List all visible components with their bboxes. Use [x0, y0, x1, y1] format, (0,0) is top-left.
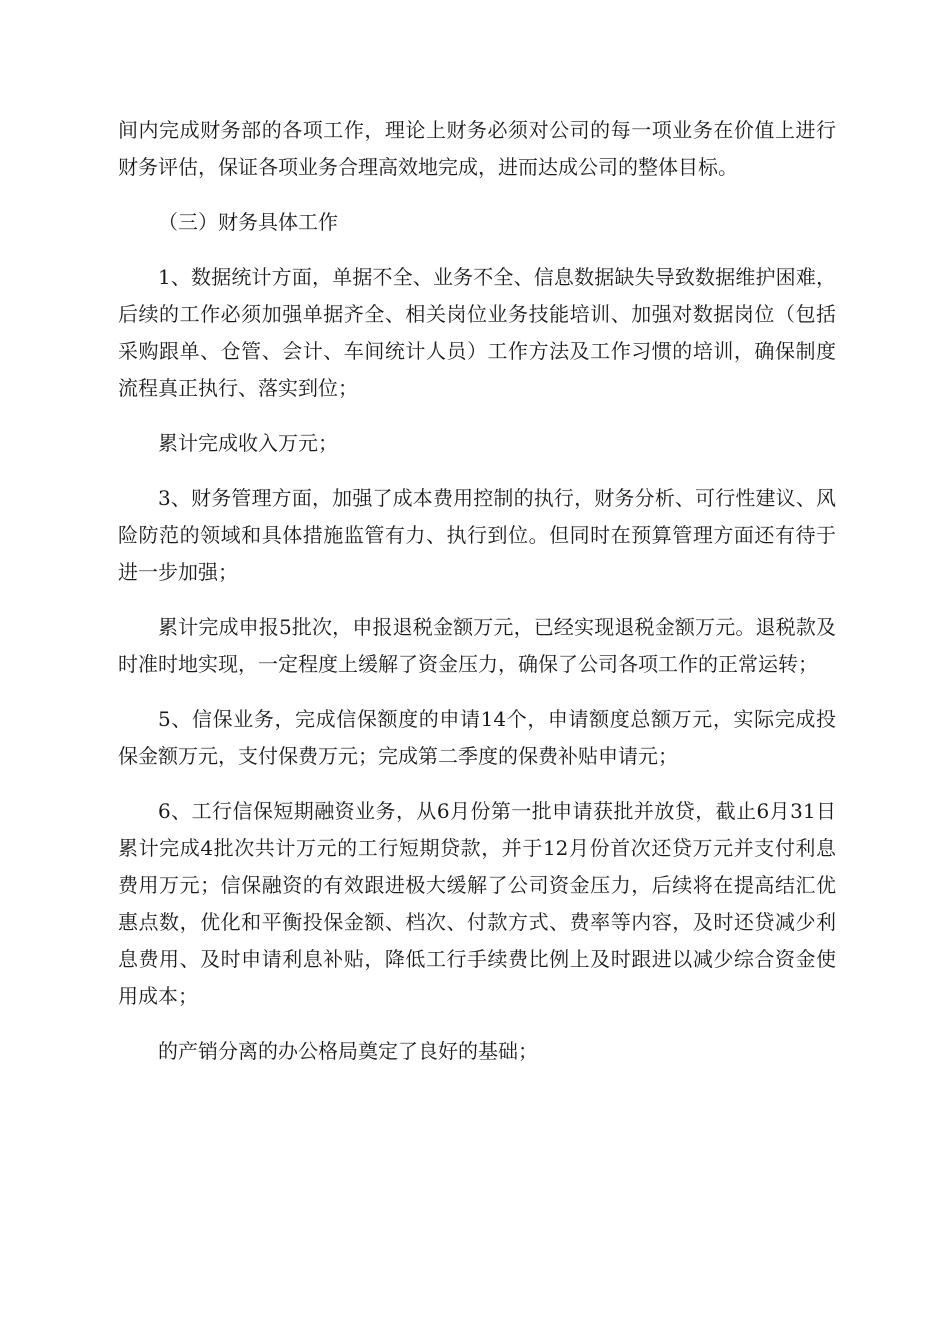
paragraph-financial-management: 3、财务管理方面，加强了成本费用控制的执行，财务分析、可行性建议、风险防范的领域和具体措施监管有力、执行到位。但同时在预算管理方面还有待于进一步加强； — [118, 486, 836, 584]
paragraph-credit-insurance: 5、信保业务，完成信保额度的申请14个，申请额度总额万元，实际完成投保金额万元，支付保费万元；完成第二季度的保费补贴申请元； — [118, 707, 836, 768]
section-heading: （三）财务具体工作 — [158, 210, 338, 234]
document-body — [118, 112, 836, 1088]
paragraph-data-statistics: 1、数据统计方面，单据不全、业务不全、信息数据缺失导致数据维护困难，后续的工作必须加强单据齐全、相关岗位业务技能培训、加强对数据岗位（包括采购跟单、仓管、会计、车间统计人员）工作方法及工作习惯的培训，确保制度流程真正执行、落实到位； — [118, 265, 836, 400]
paragraph-tax-refund: 累计完成申报5批次，申报退税金额万元，已经实现退税金额万元。退税款及时准时地实现，一定程度上缓解了资金压力，确保了公司各项工作的正常运转； — [118, 615, 836, 676]
paragraph-revenue: 累计完成收入万元； — [158, 431, 338, 455]
paragraph-intro-continuation: 间内完成财务部的各项工作，理论上财务必须对公司的每一项业务在价值上进行财务评估，保证各项业务合理高效地完成，进而达成公司的整体目标。 — [118, 118, 836, 179]
paragraph-office-layout: 的产销分离的办公格局奠定了良好的基础； — [158, 1039, 538, 1063]
paragraph-short-term-financing: 6、工行信保短期融资业务，从6月份第一批申请获批并放贷，截止6月31日累计完成4批次共计万元的工行短期贷款，并于12月份首次还贷万元并支付利息费用万元；信保融资的有效跟进极大缓解了公司资金压力，后续将在提高结汇优惠点数，优化和平衡投保金额、档次、付款方式、费率等内容，及时还贷减少利息费用、及时申请利息补贴，降低工行手续费比例上及时跟进以减少综合资金使用成本； — [118, 799, 836, 1008]
